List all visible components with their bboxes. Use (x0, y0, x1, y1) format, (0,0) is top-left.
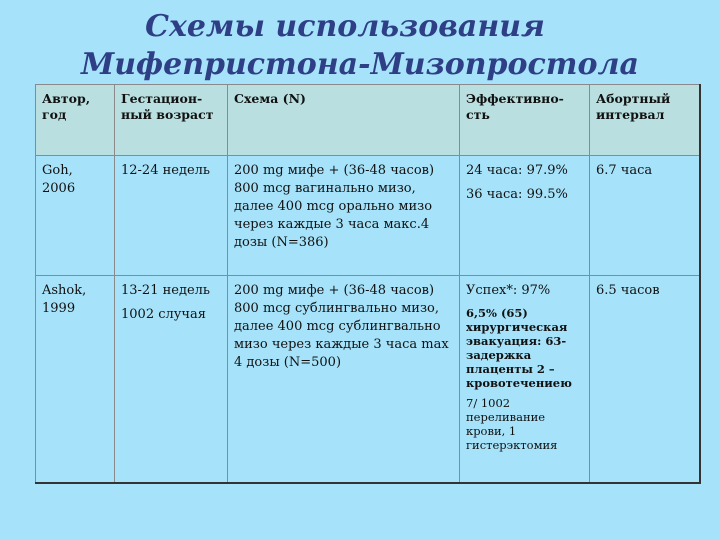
table-row (36, 156, 700, 276)
header-author: Автор, год (36, 85, 115, 156)
table-header-row (36, 85, 700, 156)
cell-gestation: 12-24 недель (115, 156, 228, 276)
efficacy-success: Успех*: 97% (466, 283, 551, 298)
efficacy-36h: 36 часа: 99.5% (466, 187, 568, 202)
cell-efficacy (460, 276, 590, 484)
cell-interval: 6.7 часа (590, 156, 700, 276)
efficacy-note: 7/ 1002 переливание крови, 1 гистерэктомия (466, 396, 558, 452)
slide-title (0, 6, 720, 86)
header-scheme: Схема (N) (228, 85, 460, 156)
case-count: 1002 случая (121, 307, 206, 322)
cell-author: Ashok, 1999 (36, 276, 115, 484)
gestation-weeks: 13-21 недель (121, 283, 211, 298)
slide-title-line2: Мифепристона-Мизопростола (81, 47, 639, 82)
cell-author: Goh, 2006 (36, 156, 115, 276)
efficacy-surgical: 6,5% (65) хирургическая эвакуация: 63- задержка плаценты 2 –кровотечениею (466, 306, 572, 390)
header-efficacy: Эффективно-сть (460, 85, 590, 156)
efficacy-24h: 24 часа: 97.9% (466, 163, 568, 178)
header-gestation: Гестацион-ный возраст (115, 85, 228, 156)
slide-title-line1: Схемы использования (145, 9, 545, 44)
cell-gestation (115, 276, 228, 484)
table-row (36, 276, 700, 484)
regimen-table (35, 84, 701, 484)
cell-scheme: 200 mg мифе + (36-48 часов) 800 mcg сублингвально мизо, далее 400 mcg сублингвально мизо через каждые 3 часа max 4 дозы (N=500) (228, 276, 460, 484)
cell-efficacy (460, 156, 590, 276)
cell-interval: 6.5 часов (590, 276, 700, 484)
header-interval: Абортный интервал (590, 85, 700, 156)
cell-scheme: 200 mg мифе + (36-48 часов) 800 mcg вагинально мизо, далее 400 mcg орально мизо через каждые 3 часа макс.4 дозы (N=386) (228, 156, 460, 276)
